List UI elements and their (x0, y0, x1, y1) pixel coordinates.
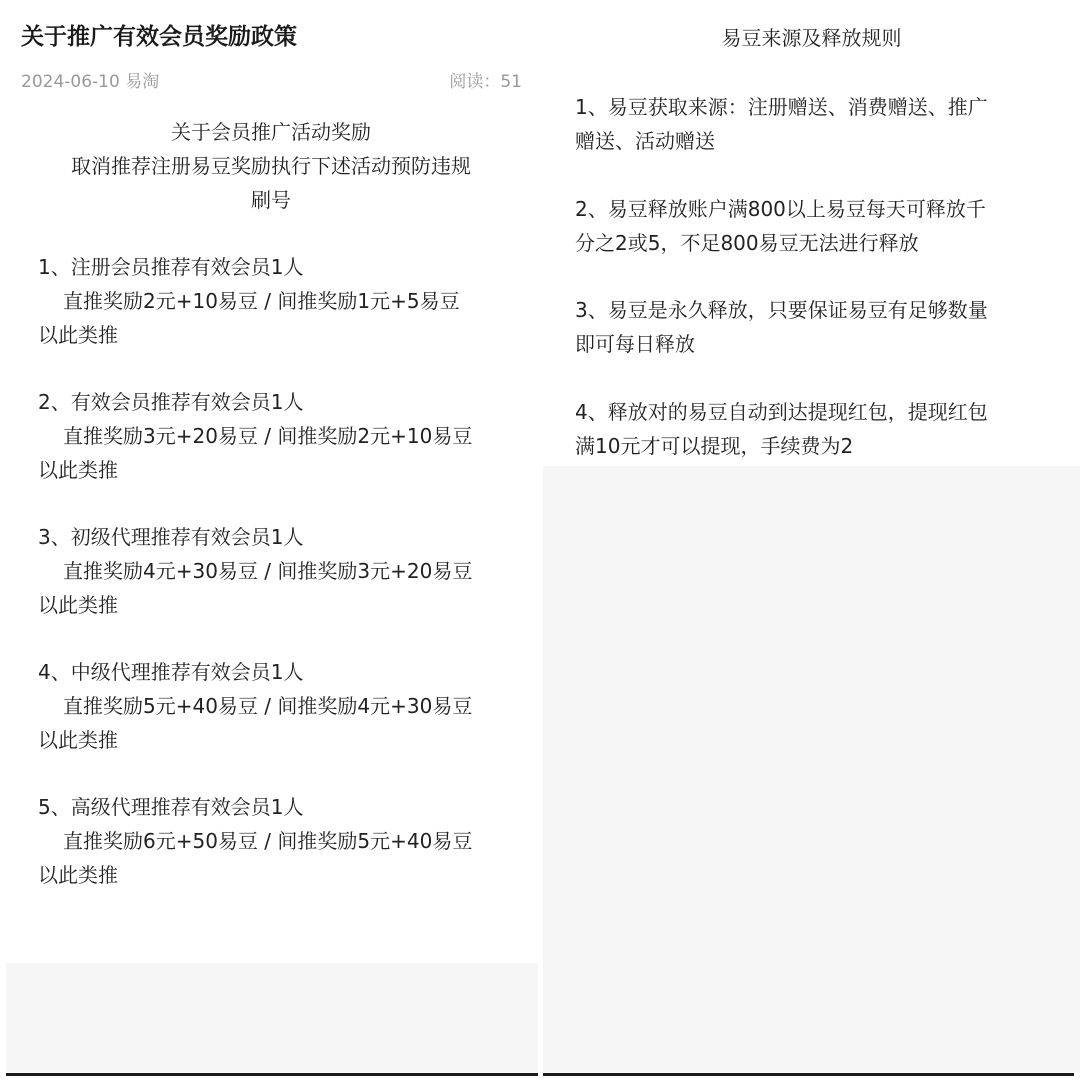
rule-3-line-1: 3、易豆是永久释放，只要保证易豆有足够数量 (575, 298, 988, 322)
rule-1-line-1: 1、易豆获取来源：注册赠送、消费赠送、推广 (575, 95, 988, 119)
article-footer-blank (6, 963, 538, 1072)
intro-line-3: 刷号 (251, 188, 291, 212)
intro-line-2: 取消推荐注册易豆奖励执行下述活动预防违规 (71, 154, 471, 178)
reward-item-1-heading: 1、注册会员推荐有效会员1人 (38, 255, 304, 279)
reward-item-2-heading: 2、有效会员推荐有效会员1人 (38, 390, 304, 414)
rule-2-line-1: 2、易豆释放账户满800以上易豆每天可释放千 (575, 197, 986, 221)
rule-1-line-2: 赠送、活动赠送 (575, 129, 715, 153)
bottom-rule-left (6, 1073, 538, 1076)
rule-2-line-2: 分之2或5，不足800易豆无法进行释放 (575, 231, 919, 255)
rule-4-line-1: 4、释放对的易豆自动到达提现红包，提现红包 (575, 400, 988, 424)
reward-item-1-reward: 直推奖励2元+10易豆 / 间推奖励1元+5易豆 (63, 289, 460, 313)
intro-line-1: 关于会员推广活动奖励 (171, 120, 371, 144)
rule-4-line-2: 满10元才可以提现，手续费为2 (575, 434, 854, 458)
reward-item-5-reward: 直推奖励6元+50易豆 / 间推奖励5元+40易豆 (63, 829, 473, 853)
reward-item-1-note: 以此类推 (38, 323, 118, 347)
reward-item-2-reward: 直推奖励3元+20易豆 / 间推奖励2元+10易豆 (63, 424, 473, 448)
bottom-rule-right (543, 1073, 1074, 1076)
reward-item-4-note: 以此类推 (38, 728, 118, 752)
reward-item-3-note: 以此类推 (38, 593, 118, 617)
reward-item-5-note: 以此类推 (38, 863, 118, 887)
article-title: 关于推广有效会员奖励政策 (21, 24, 297, 50)
reward-item-4-reward: 直推奖励5元+40易豆 / 间推奖励4元+30易豆 (63, 694, 473, 718)
rules-title: 易豆来源及释放规则 (721, 26, 902, 50)
reward-item-3-reward: 直推奖励4元+30易豆 / 间推奖励3元+20易豆 (63, 559, 473, 583)
rule-3-line-2: 即可每日释放 (575, 332, 695, 356)
rules-footer-blank (543, 466, 1080, 1072)
reward-item-3-heading: 3、初级代理推荐有效会员1人 (38, 525, 304, 549)
article-date-author: 2024-06-10 易淘 (21, 72, 160, 92)
reward-item-4-heading: 4、中级代理推荐有效会员1人 (38, 660, 304, 684)
article-panel (0, 0, 538, 1072)
article-read-count: 阅读：51 (449, 72, 522, 92)
reward-item-2-note: 以此类推 (38, 458, 118, 482)
reward-item-5-heading: 5、高级代理推荐有效会员1人 (38, 795, 304, 819)
rules-panel (543, 0, 1080, 1072)
